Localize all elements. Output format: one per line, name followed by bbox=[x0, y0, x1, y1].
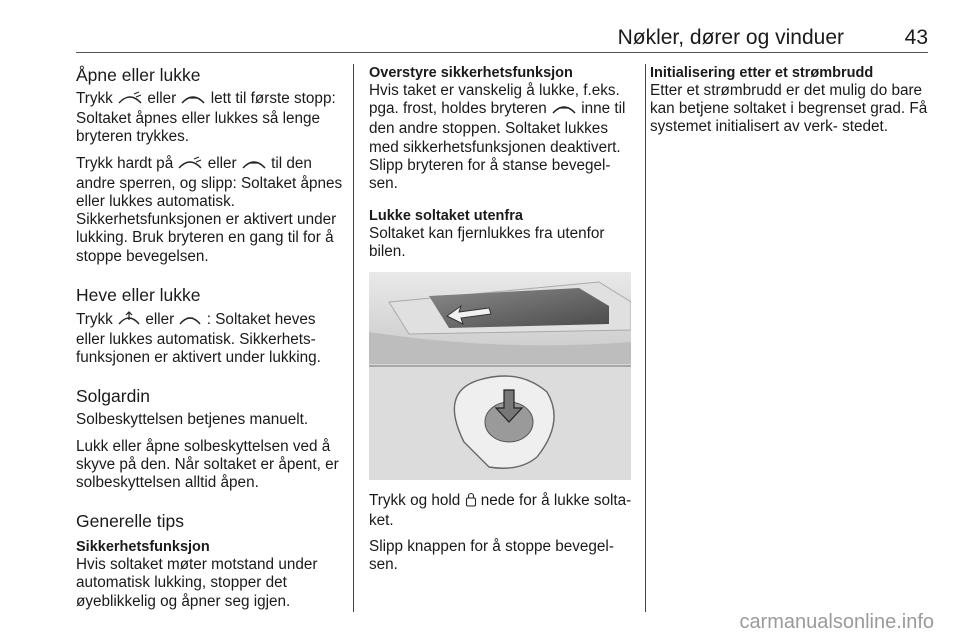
sunroof-raise-icon bbox=[117, 310, 141, 331]
paragraph: Trykk eller lett til første stopp: Soltaket åpnes eller lukkes så lenge bryteren trykkes. bbox=[76, 90, 336, 146]
heading-general-tips: Generelle tips bbox=[76, 511, 184, 532]
paragraph: Trykk hardt på eller til den andre sperren, og slipp: Soltaket åpnes eller lukkes automatisk. Sikkerhetsfunksjonen er aktivert under lukking. Bruk bryteren en gang til for å stoppe bevegelsen. bbox=[76, 154, 343, 265]
heading-sunshade: Solgardin bbox=[76, 386, 150, 407]
column-divider-2 bbox=[645, 64, 646, 612]
illustration-svg bbox=[369, 272, 631, 480]
column-3 bbox=[650, 64, 930, 145]
paragraph: Hvis taket er vanskelig å lukke, f.eks. pga. frost, holdes bryteren inne til den andre stoppen. Soltaket lukkes med sikkerhetsfunksjonen deaktivert. Slipp bryteren for å stanse bevegel- sen. bbox=[369, 82, 626, 193]
sunroof-lower-icon bbox=[178, 310, 202, 331]
page-number: 43 bbox=[904, 26, 928, 49]
subheading-safety-function: Sikkerhetsfunksjon bbox=[76, 539, 210, 556]
sunroof-open-tilt-icon bbox=[177, 156, 203, 175]
paragraph: Etter et strømbrudd er det mulig do bare kan betjene soltaket i begrenset grad. Få systemet initialisert av verk- stedet. bbox=[650, 82, 928, 136]
paragraph: Solbeskyttelsen betjenes manuelt. bbox=[76, 411, 309, 429]
paragraph: Soltaket kan fjernlukkes fra utenfor bilen. bbox=[369, 225, 605, 261]
heading-raise-lower: Heve eller lukke bbox=[76, 284, 201, 305]
column-2 bbox=[369, 64, 633, 582]
subheading-close-from-outside: Lukke soltaket utenfra bbox=[369, 208, 523, 225]
key-lock-icon bbox=[465, 492, 477, 512]
subheading-override-safety: Overstyre sikkerhetsfunksjon bbox=[369, 65, 573, 81]
chapter-title: Nøkler, dører og vinduer bbox=[617, 26, 844, 49]
subheading-initialisation: Initialisering etter et strømbrudd bbox=[650, 65, 874, 81]
sunroof-close-icon bbox=[180, 91, 206, 110]
column-1 bbox=[76, 64, 348, 619]
column-divider-1 bbox=[353, 64, 354, 612]
sunroof-close-icon bbox=[551, 101, 577, 120]
paragraph: Trykk eller : Soltaket heves eller lukkes automatisk. Sikkerhets- funksjonen er aktivert under lukking. bbox=[76, 310, 321, 367]
heading-open-close: Åpne eller lukke bbox=[76, 65, 201, 85]
watermark: carmanualsonline.info bbox=[739, 611, 934, 633]
figure-caption: Trykk og hold nede for å lukke solta- ket. bbox=[369, 491, 632, 529]
sunroof-open-tilt-icon bbox=[117, 91, 143, 110]
paragraph: Slipp knappen for å stoppe bevegel- sen. bbox=[369, 538, 614, 574]
illustration-remote-close bbox=[369, 272, 631, 480]
paragraph: Hvis soltaket møter motstand under automatisk lukking, stopper det øyeblikkelig og åpner seg igjen. bbox=[76, 556, 318, 610]
sunroof-close-icon bbox=[241, 156, 267, 175]
paragraph: Lukk eller åpne solbeskyttelsen ved å skyve på den. Når soltaket er åpent, er solbeskyttelsen alltid åpen. bbox=[76, 437, 339, 492]
page-header bbox=[76, 26, 928, 53]
